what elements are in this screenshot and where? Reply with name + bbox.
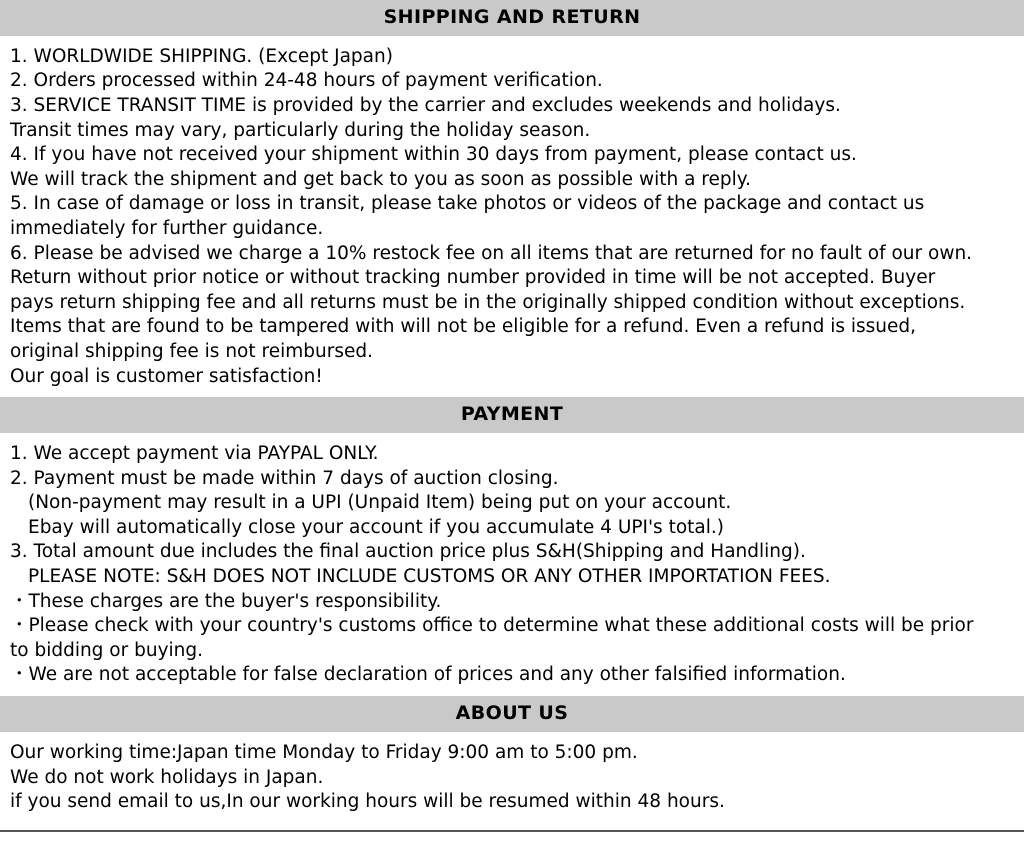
text-line: pays return shipping fee and all returns must be in the originally shipped condition without exceptions.	[10, 291, 966, 313]
text-line: 2. Orders processed within 24-48 hours of payment verification.	[10, 70, 603, 92]
text-line: 6. Please be advised we charge a 10% restock fee on all items that are returned for no fault of our own.	[10, 242, 973, 264]
text-line: 4. If you have not received your shipment within 30 days from payment, please contact us.	[10, 144, 857, 166]
text-line: 5. In case of damage or loss in transit, please take photos or videos of the package and contact us	[10, 193, 925, 215]
text-line: if you send email to us,In our working hours will be resumed within 48 hours.	[10, 791, 725, 813]
text-line: ・Please check with your country's customs office to determine what these additional costs will be prior	[10, 615, 974, 637]
text-line: 1. WORLDWIDE SHIPPING. (Except Japan)	[10, 45, 393, 67]
section-title-payment: PAYMENT	[0, 397, 1024, 433]
text-line: Our goal is customer satisfaction!	[10, 365, 323, 387]
text-line: 3. SERVICE TRANSIT TIME is provided by the carrier and excludes weekends and holidays.	[10, 95, 841, 117]
text-line: 1. We accept payment via PAYPAL ONLY.	[10, 443, 379, 465]
text-line: We will track the shipment and get back to you as soon as possible with a reply.	[10, 168, 751, 190]
text-line: original shipping fee is not reimbursed.	[10, 341, 373, 363]
text-line: 3. Total amount due includes the final auction price plus S&H(Shipping and Handling).	[10, 541, 806, 563]
text-line: Return without prior notice or without tracking number provided in time will be not accepted. Buyer	[10, 267, 936, 289]
text-line: ・These charges are the buyer's responsibility.	[10, 590, 442, 612]
section-title-about-us: ABOUT US	[0, 696, 1024, 732]
text-line: We do not work holidays in Japan.	[10, 766, 324, 788]
text-line: immediately for further guidance.	[10, 218, 324, 240]
text-line: PLEASE NOTE: S&H DOES NOT INCLUDE CUSTOMS OR ANY OTHER IMPORTATION FEES.	[28, 566, 831, 588]
section-title-shipping-and-return: SHIPPING AND RETURN	[0, 0, 1024, 36]
bottom-divider	[0, 830, 1024, 832]
text-line: Transit times may vary, particularly during the holiday season.	[10, 119, 591, 141]
text-line: 2. Payment must be made within 7 days of auction closing.	[10, 467, 559, 489]
section-payment	[0, 397, 1024, 696]
section-body-payment	[0, 433, 1024, 696]
section-body-about-us	[0, 732, 1024, 823]
text-line: (Non-payment may result in a UPI (Unpaid Item) being put on your account.	[28, 492, 732, 514]
text-line: ・We are not acceptable for false declaration of prices and any other falsified information.	[10, 664, 846, 686]
text-line: to bidding or buying.	[10, 639, 204, 661]
section-body-shipping-and-return	[0, 36, 1024, 397]
section-shipping-and-return	[0, 0, 1024, 397]
section-about-us	[0, 696, 1024, 832]
text-line: Ebay will automatically close your account if you accumulate 4 UPI's total.)	[28, 516, 724, 538]
text-line: Our working time:Japan time Monday to Friday 9:00 am to 5:00 pm.	[10, 741, 638, 763]
text-line: Items that are found to be tampered with will not be eligible for a refund. Even a refund is issued,	[10, 316, 917, 338]
